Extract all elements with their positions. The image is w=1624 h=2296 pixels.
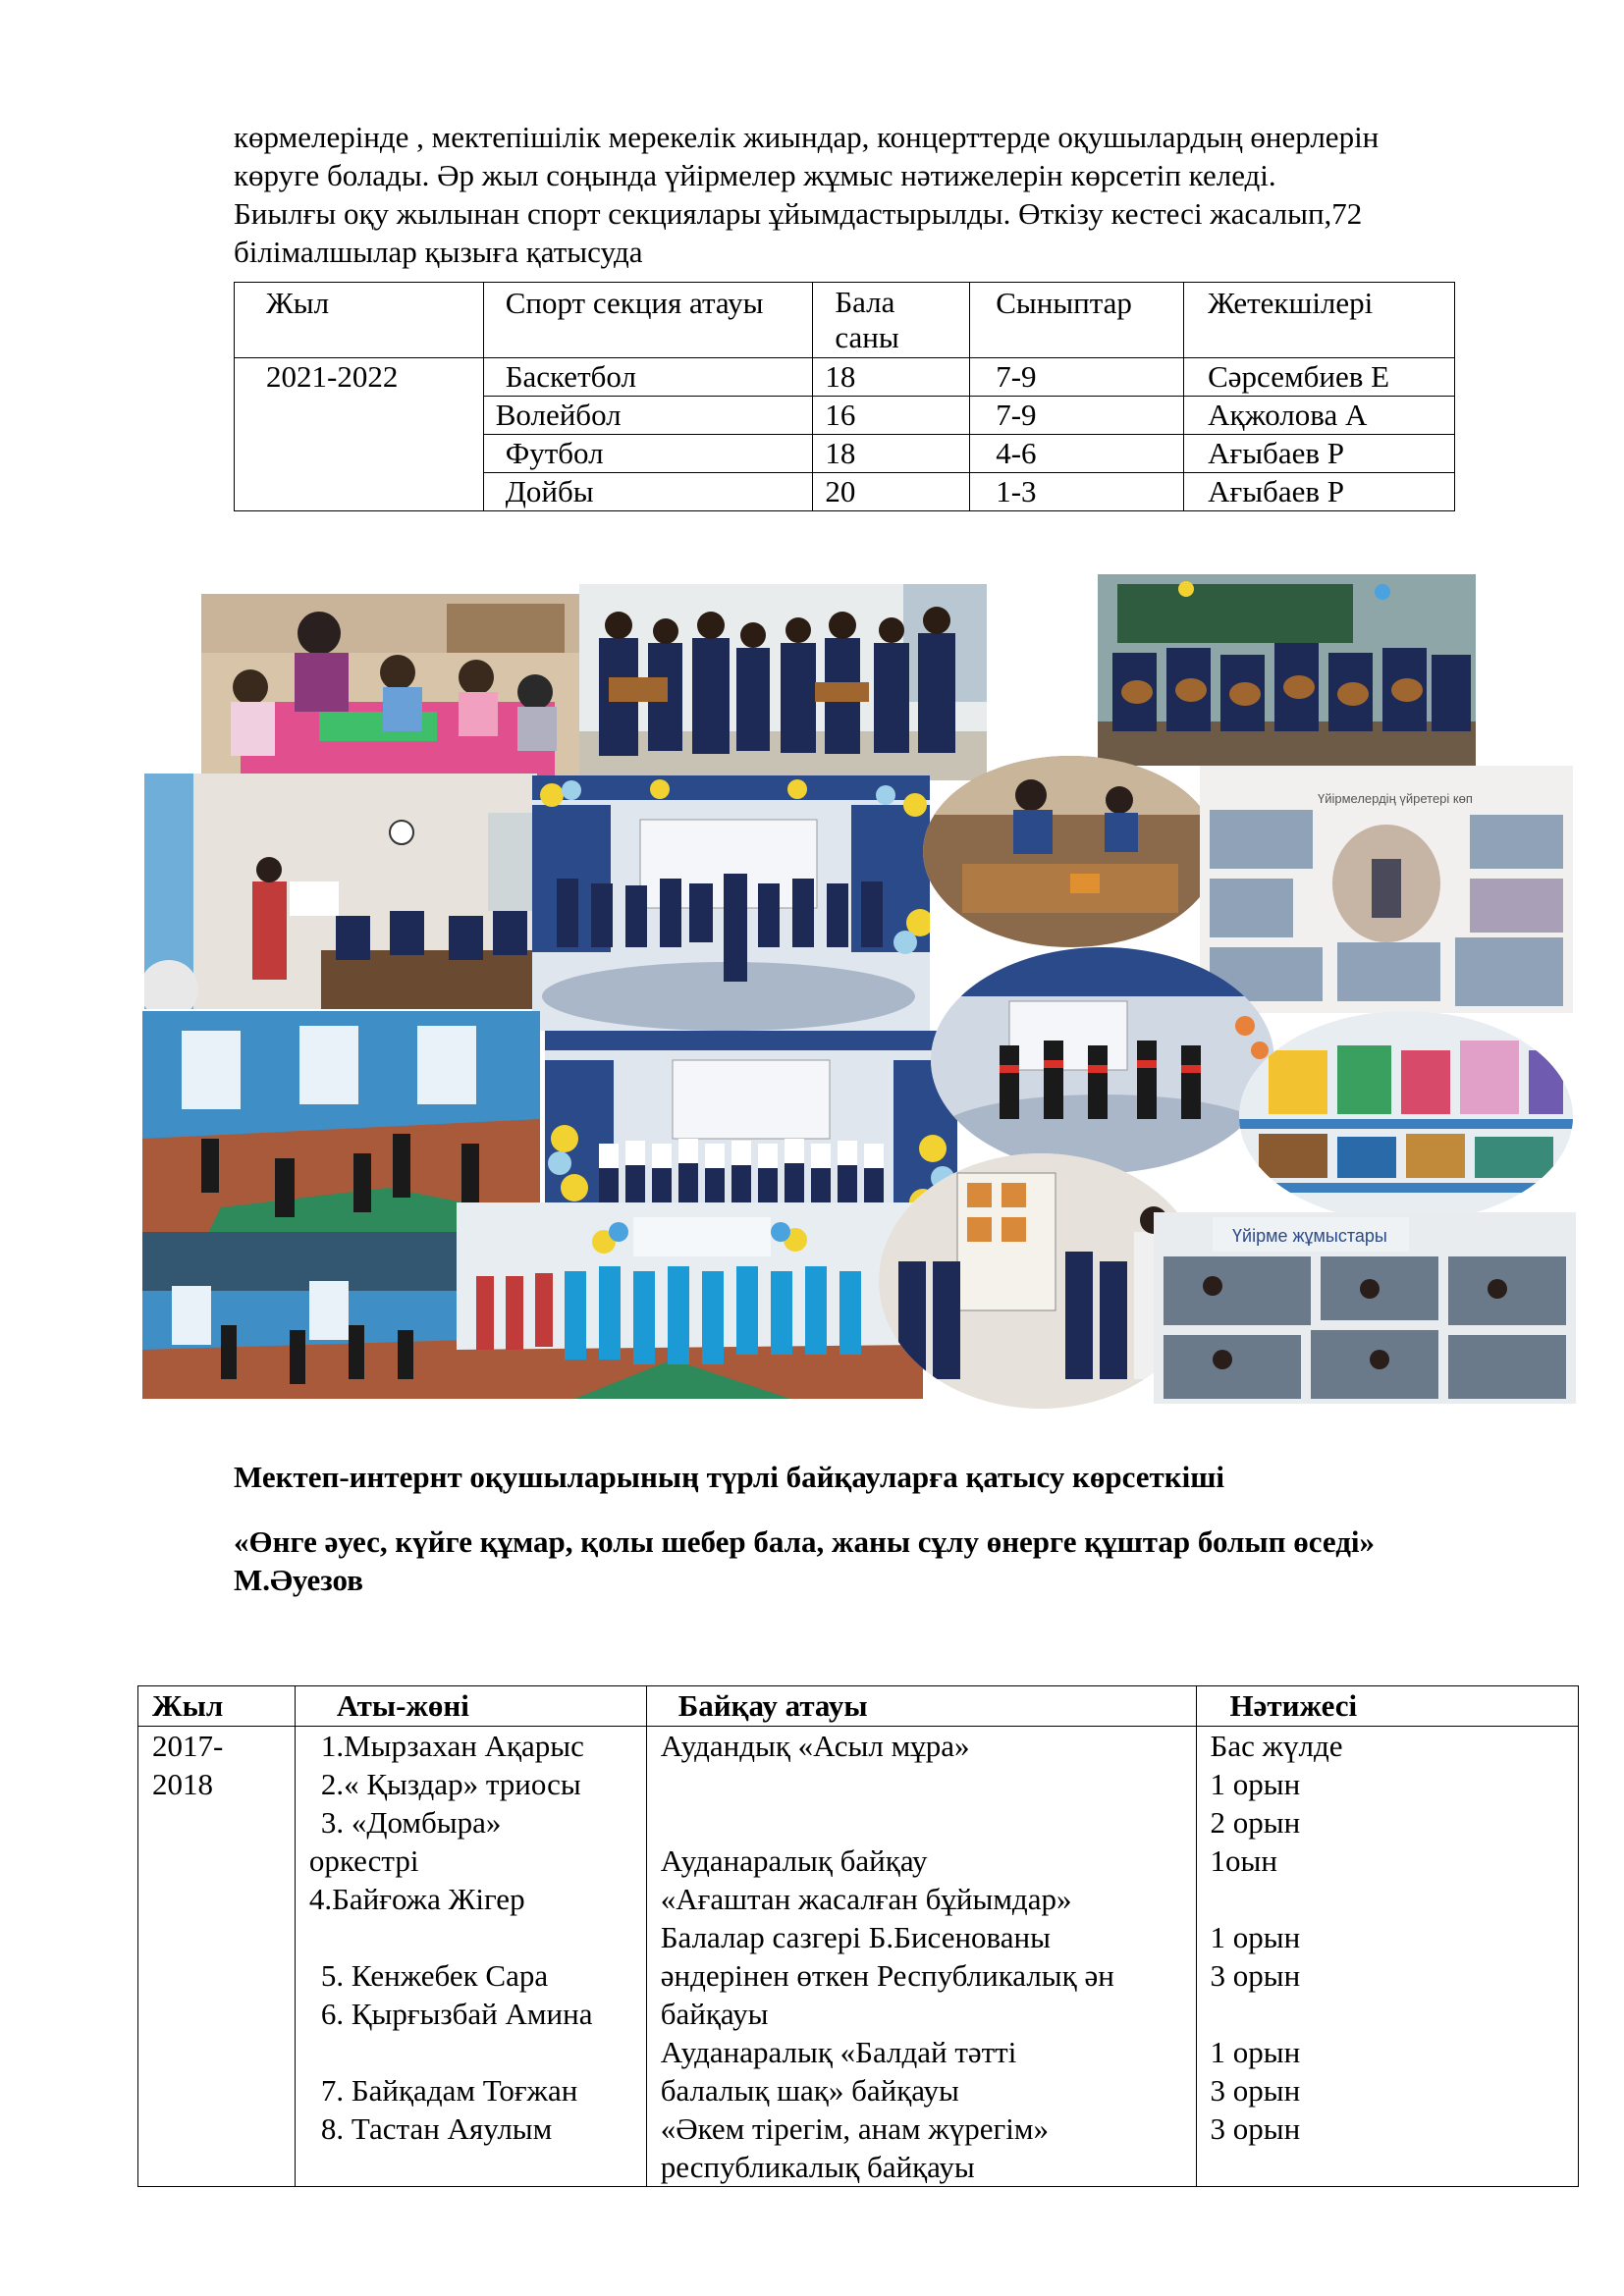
photo-stage-performers	[931, 947, 1274, 1173]
list-item: 1 орын	[1210, 1767, 1301, 1801]
col-header-leaders: Жетекшілері	[1184, 283, 1455, 358]
list-item	[1211, 2148, 1564, 2186]
col-header-section: Спорт секция атауы	[483, 283, 813, 358]
section-cell: Волейбол	[483, 397, 813, 435]
list-item: Аудандық «Асыл мұра»	[660, 1729, 970, 1763]
col-header-grades: Сыныптар	[970, 283, 1184, 358]
photo-stage-choir	[532, 775, 930, 1031]
list-item: 6. Қырғызбай Амина	[320, 1997, 593, 2031]
banner-title: Үйірме жұмыстары	[1232, 1226, 1387, 1246]
list-item: 3 орын	[1210, 2111, 1301, 2146]
list-item	[309, 2033, 632, 2071]
year-cell	[235, 435, 484, 473]
photo-dombra-boys	[579, 584, 987, 780]
intro-line: Биылғы оқу жылынан спорт секциялары ұйымдастырылды. Өткізу кестесі жасалып,72	[234, 196, 1363, 231]
col-header-name: Аты-жөні	[295, 1686, 646, 1727]
col-header-contest: Байқау атауы	[646, 1686, 1196, 1727]
list-item	[1211, 1880, 1564, 1918]
col-header-year: Жыл	[235, 283, 484, 358]
list-item: 4.Байғожа Жігер	[308, 1882, 525, 1916]
grades-cell: 1-3	[970, 473, 1184, 511]
year-cell: 2017- 2018	[138, 1727, 296, 2187]
list-item: 1оын	[1210, 1843, 1277, 1878]
photo-crafts-shelf	[1239, 1011, 1573, 1222]
list-item	[1211, 1995, 1564, 2033]
table-row	[235, 397, 1455, 435]
photo-orchestra	[1098, 574, 1476, 766]
count-cell: 16	[813, 397, 970, 435]
section-cell: Дойбы	[483, 473, 813, 511]
col-header-count: Бала саны	[813, 283, 970, 358]
results-cell	[1196, 1727, 1578, 2187]
table-header-row	[235, 283, 1455, 358]
intro-line: көруге болады. Әр жыл соңында үйірмелер жұмыс нәтижелерін көрсетіп келеді.	[234, 158, 1276, 192]
list-item: 1 орын	[1210, 1920, 1301, 1954]
contests-heading: Мектеп-интернт оқушыларының түрлі байқауларға қатысу көрсеткіші	[234, 1460, 1225, 1494]
poster-title: Үйірмелердің үйретері көп	[1318, 791, 1473, 806]
list-item	[309, 2148, 632, 2186]
photo-club-activities	[1154, 1212, 1576, 1404]
names-cell	[295, 1727, 646, 2187]
year-cell	[235, 397, 484, 435]
photo-sport-uniforms	[457, 1202, 923, 1399]
col-header-result: Нәтижесі	[1196, 1686, 1578, 1727]
list-item	[309, 1918, 632, 1956]
list-item	[661, 1765, 1182, 1803]
list-item: Ауданаралық «Балдай тәтті	[660, 2035, 1017, 2069]
list-item: әндерінен өткен Республикалық ән	[660, 1958, 1114, 1993]
list-item: 1.Мырзахан Ақарыс	[320, 1729, 584, 1763]
section-cell: Баскетбол	[483, 358, 813, 397]
list-item: балалық шақ» байқауы	[660, 2073, 959, 2108]
table-row	[235, 473, 1455, 511]
intro-line: көрмелерінде , мектепішілік мерекелік жиындар, концерттерде оқушылардың өнерлерін	[234, 120, 1380, 154]
photo-workshop-oval	[923, 756, 1218, 947]
photo-craft-lesson	[201, 594, 584, 775]
list-item	[661, 1803, 1182, 1842]
count-cell: 18	[813, 435, 970, 473]
list-item: республикалық байқауы	[660, 2150, 975, 2184]
photo-gym-net	[142, 1232, 466, 1399]
table-row	[235, 435, 1455, 473]
list-item: «Әкем тірегім, анам жүрегім»	[660, 2111, 1049, 2146]
list-item: 1 орын	[1210, 2035, 1301, 2069]
list-item: Балалар сазгері Б.Бисенованы	[660, 1920, 1051, 1954]
grades-cell: 7-9	[970, 358, 1184, 397]
year-cell	[235, 473, 484, 511]
contests-table	[137, 1685, 1579, 2187]
col-header-year: Жыл	[138, 1686, 296, 1727]
sport-sections-table	[234, 282, 1455, 511]
photo-classroom	[144, 774, 537, 1009]
leader-cell: Ағыбаев Р	[1184, 473, 1455, 511]
year-cell: 2021-2022	[235, 358, 484, 397]
table-row	[138, 1727, 1579, 2187]
list-item: 3 орын	[1210, 1958, 1301, 1993]
intro-paragraph	[234, 118, 1510, 271]
leader-cell: Сәрсембиев Е	[1184, 358, 1455, 397]
list-item: 3 орын	[1210, 2073, 1301, 2108]
quote-text: «Өнге әуес, күйге құмар, қолы шебер бала, жаны сұлу өнерге құштар болып өседі»	[234, 1524, 1376, 1559]
list-item: 2 орын	[1210, 1805, 1301, 1840]
list-item: 8. Тастан Аяулым	[320, 2111, 553, 2146]
list-item: Бас жүлде	[1210, 1729, 1343, 1763]
list-item: «Ағаштан жасалған бұйымдар»	[660, 1882, 1072, 1916]
list-item: Ауданаралық байқау	[660, 1843, 928, 1878]
grades-cell: 7-9	[970, 397, 1184, 435]
quote-author: М.Әуезов	[234, 1563, 363, 1597]
table-header-row	[138, 1686, 1579, 1727]
list-item: оркестрі	[308, 1843, 419, 1878]
intro-line: білімалшылар қызыға қатысуда	[234, 235, 643, 269]
section-cell: Футбол	[483, 435, 813, 473]
grades-cell: 4-6	[970, 435, 1184, 473]
count-cell: 18	[813, 358, 970, 397]
table-row	[235, 358, 1455, 397]
count-cell: 20	[813, 473, 970, 511]
photo-poster-collage	[1200, 766, 1573, 1013]
list-item: байқауы	[660, 1997, 769, 2031]
list-item: 7. Байқадам Тоғжан	[320, 2073, 578, 2108]
list-item: 2.« Қыздар» триосы	[320, 1767, 581, 1801]
list-item: 3. «Домбыра»	[320, 1805, 502, 1840]
list-item: 5. Кенжебек Сара	[320, 1958, 549, 1993]
leader-cell: Ағыбаев Р	[1184, 435, 1455, 473]
contests-cell	[646, 1727, 1196, 2187]
leader-cell: Ақжолова А	[1184, 397, 1455, 435]
